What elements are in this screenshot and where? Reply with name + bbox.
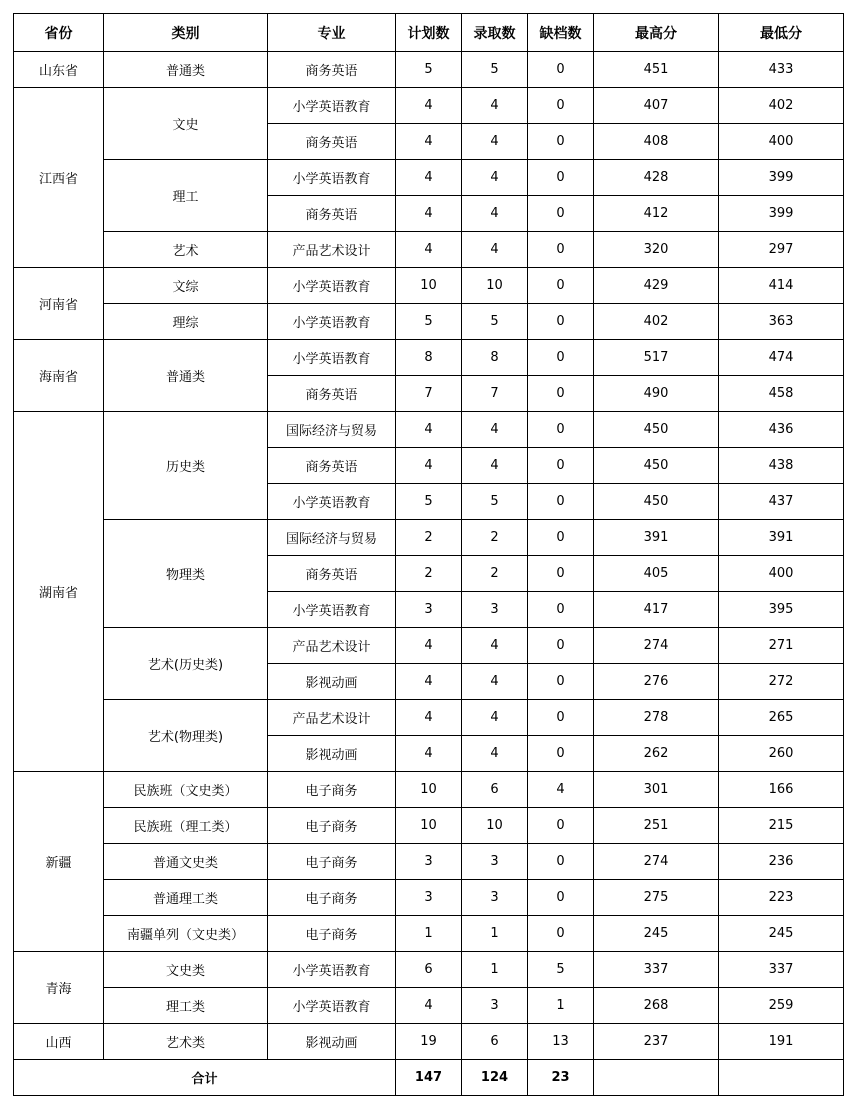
category-cell: 理工类: [104, 988, 268, 1024]
table-row: [14, 880, 844, 916]
min-score-cell: 400: [719, 556, 844, 592]
admitted-cell: 5: [462, 52, 528, 88]
province-cell: 海南省: [14, 340, 104, 412]
plan-cell: 3: [396, 880, 462, 916]
max-score-cell: 490: [594, 376, 719, 412]
shortfall-cell: 0: [528, 412, 594, 448]
admitted-cell: 5: [462, 304, 528, 340]
total-row: [14, 1060, 844, 1096]
table-row: [14, 916, 844, 952]
min-score-cell: 236: [719, 844, 844, 880]
max-score-cell: 417: [594, 592, 719, 628]
admitted-cell: 4: [462, 700, 528, 736]
major-cell: 商务英语: [268, 376, 396, 412]
major-cell: 影视动画: [268, 1024, 396, 1060]
total-min: [719, 1060, 844, 1096]
admitted-cell: 5: [462, 484, 528, 520]
category-cell: 普通类: [104, 52, 268, 88]
table-row: [14, 232, 844, 268]
admitted-cell: 3: [462, 844, 528, 880]
admitted-cell: 1: [462, 916, 528, 952]
plan-cell: 4: [396, 736, 462, 772]
admitted-cell: 3: [462, 988, 528, 1024]
min-score-cell: 438: [719, 448, 844, 484]
total-max: [594, 1060, 719, 1096]
max-score-cell: 275: [594, 880, 719, 916]
max-score-cell: 337: [594, 952, 719, 988]
plan-cell: 4: [396, 124, 462, 160]
plan-cell: 5: [396, 52, 462, 88]
min-score-cell: 272: [719, 664, 844, 700]
plan-cell: 3: [396, 844, 462, 880]
max-score-cell: 412: [594, 196, 719, 232]
shortfall-cell: 5: [528, 952, 594, 988]
category-cell: 文史类: [104, 952, 268, 988]
min-score-cell: 437: [719, 484, 844, 520]
admitted-cell: 6: [462, 772, 528, 808]
plan-cell: 2: [396, 556, 462, 592]
plan-cell: 4: [396, 196, 462, 232]
max-score-cell: 450: [594, 412, 719, 448]
category-cell: 民族班（理工类）: [104, 808, 268, 844]
plan-cell: 4: [396, 412, 462, 448]
major-cell: 商务英语: [268, 448, 396, 484]
max-score-cell: 268: [594, 988, 719, 1024]
admitted-cell: 3: [462, 880, 528, 916]
major-cell: 商务英语: [268, 124, 396, 160]
total-shortfall: 23: [528, 1060, 594, 1096]
min-score-cell: 458: [719, 376, 844, 412]
min-score-cell: 399: [719, 160, 844, 196]
shortfall-cell: 0: [528, 88, 594, 124]
major-cell: 产品艺术设计: [268, 700, 396, 736]
table-body: [14, 52, 844, 1060]
admitted-cell: 4: [462, 412, 528, 448]
max-score-cell: 405: [594, 556, 719, 592]
shortfall-cell: 0: [528, 484, 594, 520]
admitted-cell: 4: [462, 196, 528, 232]
admitted-cell: 4: [462, 736, 528, 772]
header-row: [14, 14, 844, 52]
header-major: 专业: [268, 14, 396, 52]
header-min-score: 最低分: [719, 14, 844, 52]
major-cell: 电子商务: [268, 844, 396, 880]
table-row: [14, 52, 844, 88]
category-cell: 艺术: [104, 232, 268, 268]
plan-cell: 10: [396, 772, 462, 808]
table-row: [14, 628, 844, 664]
min-score-cell: 391: [719, 520, 844, 556]
min-score-cell: 474: [719, 340, 844, 376]
shortfall-cell: 0: [528, 556, 594, 592]
major-cell: 小学英语教育: [268, 988, 396, 1024]
major-cell: 电子商务: [268, 808, 396, 844]
major-cell: 小学英语教育: [268, 268, 396, 304]
max-score-cell: 276: [594, 664, 719, 700]
admitted-cell: 4: [462, 232, 528, 268]
max-score-cell: 245: [594, 916, 719, 952]
admitted-cell: 3: [462, 592, 528, 628]
province-cell: 青海: [14, 952, 104, 1024]
plan-cell: 5: [396, 304, 462, 340]
max-score-cell: 237: [594, 1024, 719, 1060]
plan-cell: 4: [396, 700, 462, 736]
plan-cell: 8: [396, 340, 462, 376]
major-cell: 小学英语教育: [268, 304, 396, 340]
min-score-cell: 223: [719, 880, 844, 916]
plan-cell: 7: [396, 376, 462, 412]
category-cell: 艺术类: [104, 1024, 268, 1060]
header-plan: 计划数: [396, 14, 462, 52]
max-score-cell: 274: [594, 844, 719, 880]
plan-cell: 6: [396, 952, 462, 988]
min-score-cell: 297: [719, 232, 844, 268]
admitted-cell: 4: [462, 448, 528, 484]
category-cell: 文综: [104, 268, 268, 304]
shortfall-cell: 0: [528, 808, 594, 844]
plan-cell: 4: [396, 628, 462, 664]
min-score-cell: 436: [719, 412, 844, 448]
shortfall-cell: 0: [528, 520, 594, 556]
max-score-cell: 278: [594, 700, 719, 736]
header-province: 省份: [14, 14, 104, 52]
max-score-cell: 517: [594, 340, 719, 376]
category-cell: 物理类: [104, 520, 268, 628]
category-cell: 艺术(物理类): [104, 700, 268, 772]
table-row: [14, 988, 844, 1024]
table-row: [14, 520, 844, 556]
major-cell: 电子商务: [268, 772, 396, 808]
shortfall-cell: 0: [528, 160, 594, 196]
max-score-cell: 274: [594, 628, 719, 664]
admitted-cell: 2: [462, 520, 528, 556]
header-shortfall: 缺档数: [528, 14, 594, 52]
major-cell: 电子商务: [268, 916, 396, 952]
shortfall-cell: 0: [528, 880, 594, 916]
min-score-cell: 363: [719, 304, 844, 340]
admitted-cell: 6: [462, 1024, 528, 1060]
admitted-cell: 4: [462, 88, 528, 124]
major-cell: 影视动画: [268, 736, 396, 772]
table-row: [14, 952, 844, 988]
admitted-cell: 4: [462, 124, 528, 160]
min-score-cell: 399: [719, 196, 844, 232]
plan-cell: 4: [396, 664, 462, 700]
max-score-cell: 450: [594, 448, 719, 484]
max-score-cell: 408: [594, 124, 719, 160]
major-cell: 电子商务: [268, 880, 396, 916]
max-score-cell: 251: [594, 808, 719, 844]
province-cell: 湖南省: [14, 412, 104, 772]
shortfall-cell: 0: [528, 700, 594, 736]
category-cell: 普通类: [104, 340, 268, 412]
category-cell: 南疆单列（文史类）: [104, 916, 268, 952]
min-score-cell: 337: [719, 952, 844, 988]
table-row: [14, 304, 844, 340]
category-cell: 民族班（文史类）: [104, 772, 268, 808]
admitted-cell: 4: [462, 664, 528, 700]
admitted-cell: 1: [462, 952, 528, 988]
table-row: [14, 772, 844, 808]
major-cell: 国际经济与贸易: [268, 412, 396, 448]
shortfall-cell: 0: [528, 376, 594, 412]
admitted-cell: 4: [462, 160, 528, 196]
category-cell: 普通文史类: [104, 844, 268, 880]
shortfall-cell: 0: [528, 340, 594, 376]
max-score-cell: 451: [594, 52, 719, 88]
province-cell: 山东省: [14, 52, 104, 88]
header-category: 类别: [104, 14, 268, 52]
min-score-cell: 215: [719, 808, 844, 844]
admitted-cell: 2: [462, 556, 528, 592]
shortfall-cell: 0: [528, 304, 594, 340]
max-score-cell: 320: [594, 232, 719, 268]
shortfall-cell: 0: [528, 196, 594, 232]
shortfall-cell: 0: [528, 268, 594, 304]
plan-cell: 4: [396, 88, 462, 124]
max-score-cell: 407: [594, 88, 719, 124]
major-cell: 小学英语教育: [268, 592, 396, 628]
major-cell: 商务英语: [268, 52, 396, 88]
shortfall-cell: 0: [528, 124, 594, 160]
shortfall-cell: 0: [528, 736, 594, 772]
plan-cell: 4: [396, 988, 462, 1024]
major-cell: 产品艺术设计: [268, 232, 396, 268]
shortfall-cell: 0: [528, 592, 594, 628]
plan-cell: 4: [396, 232, 462, 268]
total-admitted: 124: [462, 1060, 528, 1096]
table-row: [14, 340, 844, 376]
admission-table: [13, 13, 844, 1096]
max-score-cell: 428: [594, 160, 719, 196]
shortfall-cell: 0: [528, 52, 594, 88]
shortfall-cell: 0: [528, 448, 594, 484]
total-label: 合计: [14, 1060, 396, 1096]
max-score-cell: 402: [594, 304, 719, 340]
min-score-cell: 271: [719, 628, 844, 664]
shortfall-cell: 1: [528, 988, 594, 1024]
min-score-cell: 245: [719, 916, 844, 952]
category-cell: 理工: [104, 160, 268, 232]
min-score-cell: 259: [719, 988, 844, 1024]
shortfall-cell: 0: [528, 664, 594, 700]
plan-cell: 1: [396, 916, 462, 952]
category-cell: 普通理工类: [104, 880, 268, 916]
table-row: [14, 412, 844, 448]
major-cell: 产品艺术设计: [268, 628, 396, 664]
major-cell: 商务英语: [268, 556, 396, 592]
plan-cell: 3: [396, 592, 462, 628]
min-score-cell: 191: [719, 1024, 844, 1060]
shortfall-cell: 0: [528, 844, 594, 880]
category-cell: 文史: [104, 88, 268, 160]
max-score-cell: 429: [594, 268, 719, 304]
header-max-score: 最高分: [594, 14, 719, 52]
admitted-cell: 4: [462, 628, 528, 664]
min-score-cell: 166: [719, 772, 844, 808]
major-cell: 小学英语教育: [268, 88, 396, 124]
max-score-cell: 450: [594, 484, 719, 520]
plan-cell: 4: [396, 160, 462, 196]
province-cell: 新疆: [14, 772, 104, 952]
table-row: [14, 268, 844, 304]
min-score-cell: 260: [719, 736, 844, 772]
table-row: [14, 160, 844, 196]
table-row: [14, 88, 844, 124]
major-cell: 国际经济与贸易: [268, 520, 396, 556]
shortfall-cell: 0: [528, 916, 594, 952]
min-score-cell: 402: [719, 88, 844, 124]
max-score-cell: 262: [594, 736, 719, 772]
admitted-cell: 10: [462, 268, 528, 304]
min-score-cell: 265: [719, 700, 844, 736]
plan-cell: 2: [396, 520, 462, 556]
min-score-cell: 414: [719, 268, 844, 304]
table-row: [14, 808, 844, 844]
total-plan: 147: [396, 1060, 462, 1096]
table-row: [14, 700, 844, 736]
major-cell: 小学英语教育: [268, 484, 396, 520]
table-row: [14, 844, 844, 880]
shortfall-cell: 4: [528, 772, 594, 808]
major-cell: 小学英语教育: [268, 160, 396, 196]
shortfall-cell: 13: [528, 1024, 594, 1060]
admitted-cell: 7: [462, 376, 528, 412]
plan-cell: 4: [396, 448, 462, 484]
plan-cell: 10: [396, 808, 462, 844]
category-cell: 艺术(历史类): [104, 628, 268, 700]
plan-cell: 10: [396, 268, 462, 304]
province-cell: 河南省: [14, 268, 104, 340]
min-score-cell: 433: [719, 52, 844, 88]
category-cell: 理综: [104, 304, 268, 340]
min-score-cell: 395: [719, 592, 844, 628]
category-cell: 历史类: [104, 412, 268, 520]
plan-cell: 5: [396, 484, 462, 520]
admitted-cell: 10: [462, 808, 528, 844]
shortfall-cell: 0: [528, 628, 594, 664]
min-score-cell: 400: [719, 124, 844, 160]
max-score-cell: 391: [594, 520, 719, 556]
major-cell: 影视动画: [268, 664, 396, 700]
major-cell: 小学英语教育: [268, 340, 396, 376]
max-score-cell: 301: [594, 772, 719, 808]
shortfall-cell: 0: [528, 232, 594, 268]
header-admitted: 录取数: [462, 14, 528, 52]
major-cell: 小学英语教育: [268, 952, 396, 988]
plan-cell: 19: [396, 1024, 462, 1060]
admitted-cell: 8: [462, 340, 528, 376]
province-cell: 江西省: [14, 88, 104, 268]
province-cell: 山西: [14, 1024, 104, 1060]
table-row: [14, 1024, 844, 1060]
major-cell: 商务英语: [268, 196, 396, 232]
